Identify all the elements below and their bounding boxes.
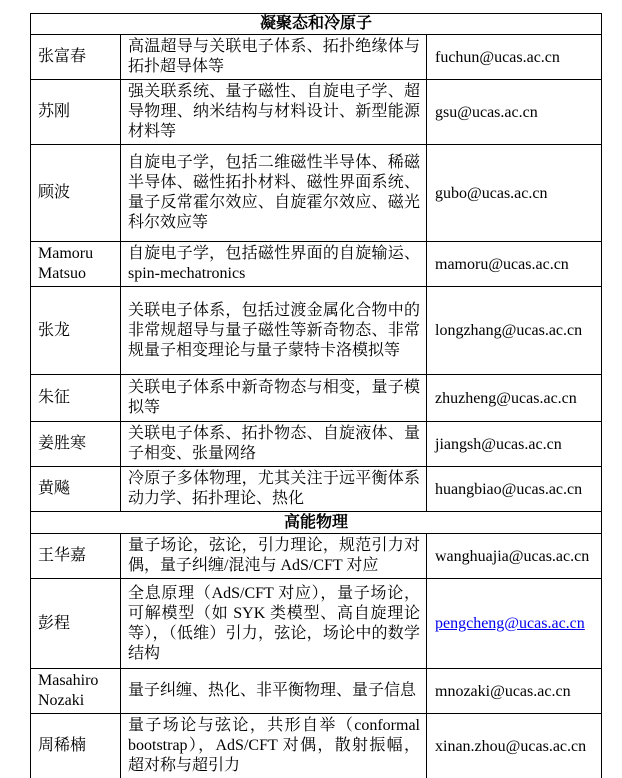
research-areas-cell: 强关联系统、量子磁性、自旋电子学、超导物理、纳米结构与材料设计、新型能源材料等 [121,80,427,145]
email-text: mamoru@ucas.ac.cn [435,255,569,273]
section-header-row [31,14,602,35]
research-areas-cell: 量子纠缠、热化、非平衡物理、量子信息 [121,669,427,714]
research-areas-cell: 全息原理（AdS/CFT 对应），量子场论，可解模型（如 SYK 类模型、高自旋理论等），（低维）引力，弦论，场论中的数学结构 [121,579,427,669]
email-cell [427,375,602,422]
table-row [31,287,602,375]
section-header-row [31,512,602,534]
research-areas-cell: 高温超导与关联电子体系、拓扑绝缘体与拓扑超导体等 [121,35,427,80]
email-cell [427,242,602,287]
faculty-table [30,13,602,778]
faculty-name-cell: 王华嘉 [31,534,121,579]
table-row [31,534,602,579]
faculty-name-cell: 彭程 [31,579,121,669]
email-text: xinan.zhou@ucas.ac.cn [435,737,587,755]
table-row [31,35,602,80]
research-areas-cell: 关联电子体系中新奇物态与相变，量子模拟等 [121,375,427,422]
research-areas-cell: 自旋电子学，包括磁性界面的自旋输运、spin-mechatronics [121,242,427,287]
email-cell [427,287,602,375]
table-row [31,669,602,714]
email-text: fuchun@ucas.ac.cn [435,48,560,66]
table-row [31,579,602,669]
email-cell [427,534,602,579]
table-row [31,714,602,778]
email-cell [427,579,602,669]
faculty-name-cell: 周稀楠 [31,714,121,778]
table-row [31,80,602,145]
table-row [31,422,602,467]
faculty-name-cell: 姜胜寒 [31,422,121,467]
faculty-name-cell: 张富春 [31,35,121,80]
table-row [31,145,602,242]
email-cell [427,467,602,512]
table-row [31,242,602,287]
email-cell [427,80,602,145]
email-text: zhuzheng@ucas.ac.cn [435,389,577,407]
faculty-name-cell: 朱征 [31,375,121,422]
research-areas-cell: 关联电子体系、拓扑物态、自旋液体、量子相变、张量网络 [121,422,427,467]
email-cell [427,145,602,242]
email-text: mnozaki@ucas.ac.cn [435,682,571,700]
faculty-name-cell: 顾波 [31,145,121,242]
section-header: 凝聚态和冷原子 [31,14,602,35]
email-link[interactable]: pengcheng@ucas.ac.cn [435,615,585,632]
email-text: longzhang@ucas.ac.cn [435,322,583,339]
faculty-name-cell: 苏刚 [31,80,121,145]
table-row [31,375,602,422]
faculty-name-cell: 张龙 [31,287,121,375]
faculty-name-cell: Masahiro Nozaki [31,669,121,714]
email-cell [427,714,602,778]
faculty-name-cell: Mamoru Matsuo [31,242,121,287]
research-areas-cell: 量子场论，弦论，引力理论，规范引力对偶，量子纠缠/混沌与 AdS/CFT 对应 [121,534,427,579]
faculty-name-cell: 黄飚 [31,467,121,512]
email-text: jiangsh@ucas.ac.cn [435,435,562,453]
research-areas-cell: 冷原子多体物理，尤其关注于远平衡体系动力学、拓扑理论、热化 [121,467,427,512]
email-text: huangbiao@ucas.ac.cn [435,480,583,498]
email-cell [427,669,602,714]
email-text: wanghuajia@ucas.ac.cn [435,547,590,565]
email-text: gsu@ucas.ac.cn [435,103,538,121]
email-cell [427,35,602,80]
section-header: 高能物理 [31,512,602,534]
table-row [31,467,602,512]
email-text: gubo@ucas.ac.cn [435,184,548,202]
research-areas-cell: 量子场论与弦论，共形自举（conformal bootstrap），AdS/CFT 对偶，散射振幅，超对称与超引力 [121,714,427,778]
research-areas-cell: 自旋电子学，包括二维磁性半导体、稀磁半导体、磁性拓扑材料、磁性界面系统、量子反常霍尔效应、自旋霍尔效应、磁光科尔效应等 [121,145,427,242]
email-cell [427,422,602,467]
research-areas-cell: 关联电子体系，包括过渡金属化合物中的非常规超导与量子磁性等新奇物态、非常规量子相变理论与量子蒙特卡洛模拟等 [121,287,427,375]
